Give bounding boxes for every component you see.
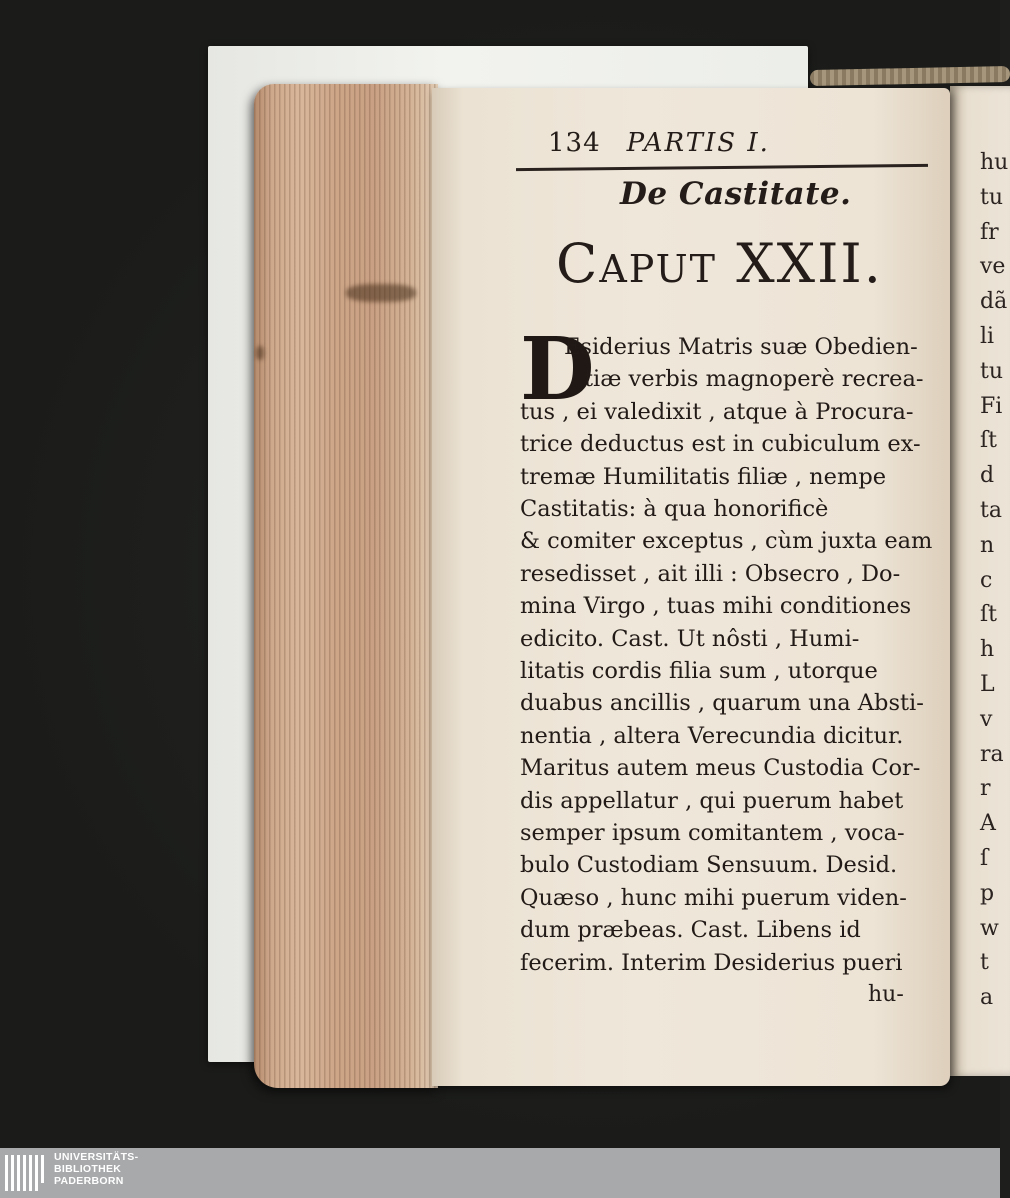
text-line: dum præbeas. Cast. Libens id [520,917,861,944]
institution-line: UNIVERSITÄTS- [54,1151,139,1163]
text-line: Castitatis: à qua honorificè [520,496,829,522]
next-page-fragment: dã [980,289,1008,315]
next-page-fragment: v [980,706,993,732]
page-number: 134 [548,128,601,158]
institution-line: BIBLIOTHEK [54,1163,122,1175]
text-line: fecerim. Interim Desiderius pueri [520,949,903,976]
next-page-fragment: tu [980,358,1004,384]
text-line: edicito. Cast. Ut nôsti , Humi- [520,625,860,652]
next-page-fragment: ve [980,254,1006,280]
next-page-fragment: L [980,672,995,697]
next-page-fragment: tu [980,184,1004,210]
next-page-fragment: fr [980,219,999,245]
next-page-fragment: h [980,637,995,663]
next-page-fragment: ſt [980,428,997,454]
next-page-fragment: ta [980,498,1002,523]
text-line: resedisset , ait illi : Obsecro , Do- [520,560,901,587]
part-label: PARTIS I. [626,128,770,158]
text-line: trice deductus est in cubiculum ex- [520,431,921,458]
section-title: De Castitate. [620,176,852,212]
next-page-fragment: ſ [980,846,989,871]
text-line: dis appellatur , qui puerum habet [520,787,904,814]
chapter-title: Caput XXII. [556,232,883,295]
text-line: Esiderius Matris suæ Obedien- [564,334,918,360]
library-footer [0,1148,1000,1198]
next-page-fragment: hu [980,150,1009,175]
text-line: bulo Custodiam Sensuum. Desid. [520,852,898,879]
text-line: tremæ Humilitatis filiæ , nempe [520,463,887,490]
next-page-edge [950,86,1010,1076]
next-page-fragment: ſt [980,602,997,628]
next-page-fragment: Fi [980,393,1003,419]
next-page-fragment: d [980,463,995,489]
library-logo-icon [4,1152,46,1194]
next-page-fragment: ra [980,741,1004,767]
institution-line: PADERBORN [54,1175,124,1187]
stain-mark [346,284,416,302]
text-line: duabus ancillis , quarum una Absti- [520,690,924,717]
text-line: nentia , altera Verecundia dicitur. [520,722,904,749]
next-page-fragment: p [980,880,995,906]
text-line: semper ipsum comitantem , voca- [520,820,905,846]
next-page-fragment: A [980,811,996,837]
next-page-fragment: a [980,985,994,1011]
text-line: tus , ei valedixit , atque à Procura- [520,398,914,425]
institution-name [54,1151,138,1187]
stain-mark [256,346,264,360]
next-page-fragment: t [980,950,989,976]
drop-cap: D [520,319,595,420]
book-page-edges [254,84,438,1088]
text-line: litatis cordis filia sum , utorque [520,658,878,684]
text-line: tiæ verbis magnoperè recrea- [584,366,924,393]
catchword: hu- [868,982,904,1007]
bookmark-ribbon [810,66,1010,86]
next-page-fragment: w [980,915,999,941]
text-line: Quæso , hunc mihi puerum viden- [520,884,907,911]
text-line: & comiter exceptus , cùm juxta eam [520,528,933,555]
next-page-fragment: li [980,324,995,349]
next-page-fragment: r [980,776,991,802]
next-page-fragment: c [980,567,993,593]
next-page-fragment: n [980,532,995,558]
running-head [548,128,938,158]
text-line: mina Virgo , tuas mihi conditiones [520,593,912,620]
text-line: Maritus autem meus Custodia Cor- [520,755,921,782]
